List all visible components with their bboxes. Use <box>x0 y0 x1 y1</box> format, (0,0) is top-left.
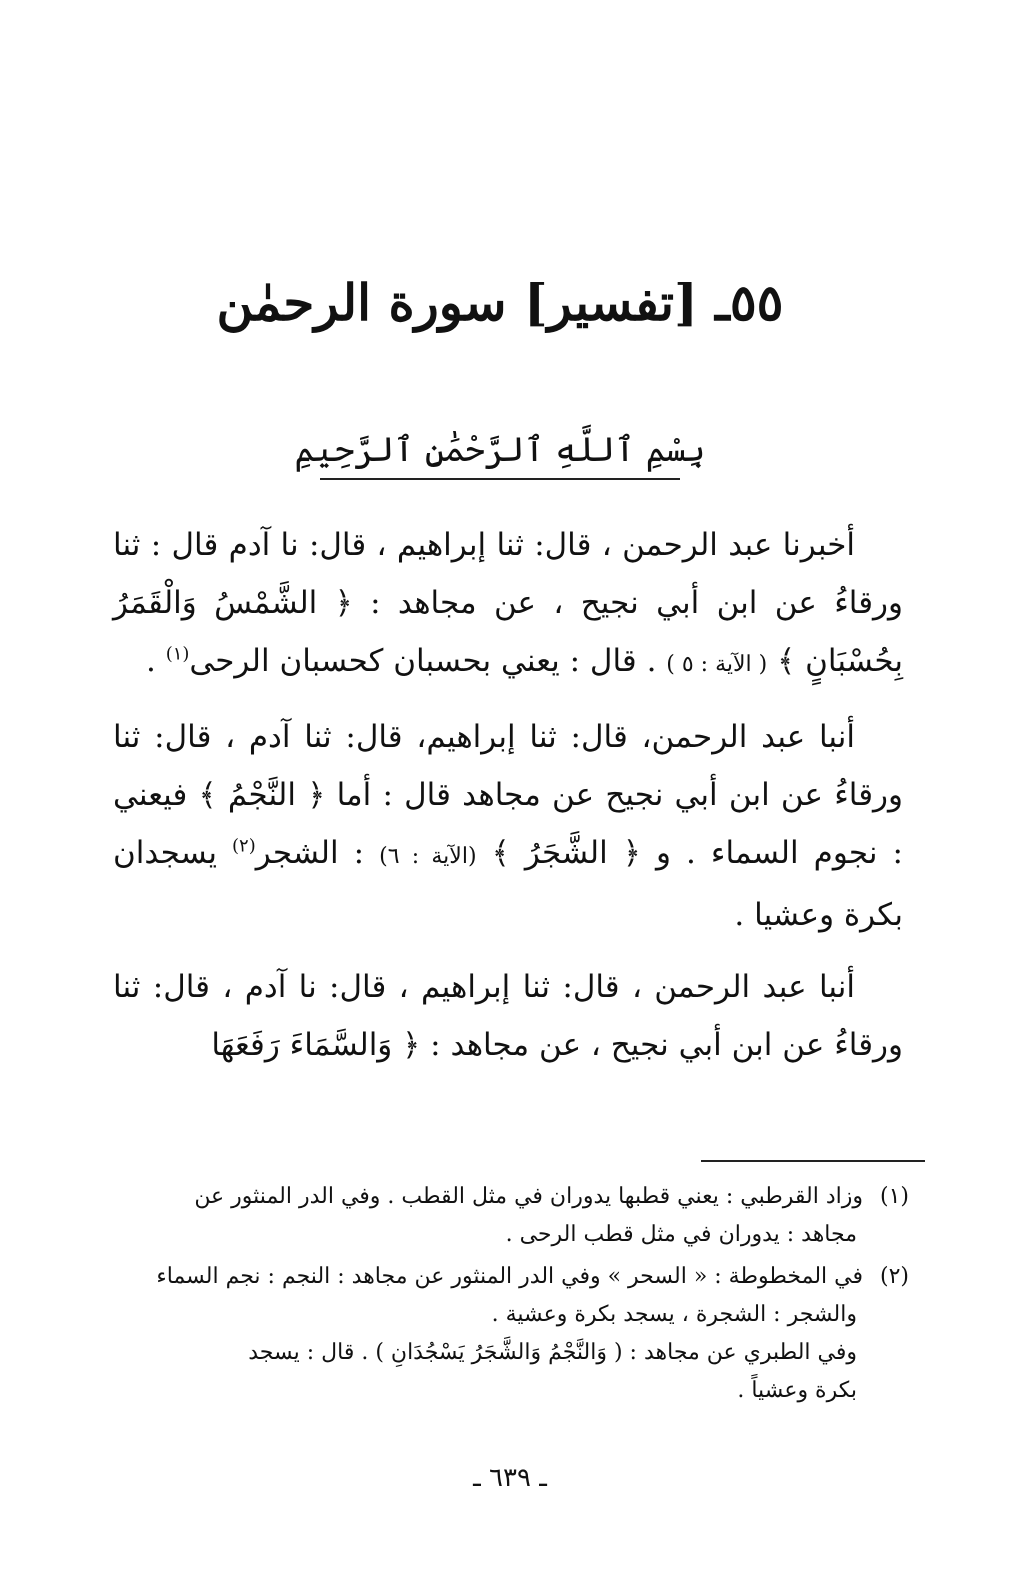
paragraph-text: أنبا عبد الرحمن ، قال: ثنا إبراهيم ، قال: نا آدم ، قال: ثنا ورقاءُ عن ابن أبي نجيح ، عن مجاهد : ﴿ وَالسَّمَاءَ رَفَعَهَا <box>113 969 903 1063</box>
basmala-flourish <box>320 478 680 480</box>
footnote-marker[interactable]: (١) <box>165 643 190 665</box>
chapter-title: ٥٥ـ [تفسير] سورة الرحمٰن <box>216 273 784 332</box>
paragraph-1 <box>113 516 903 694</box>
paragraph-3 <box>113 958 903 1074</box>
footnote-number: (١) <box>879 1184 909 1209</box>
footnote-line: مجاهد : يدوران في مثل قطب الرحى . <box>505 1222 857 1247</box>
footnote-marker[interactable]: (٢) <box>232 835 256 857</box>
paragraph-text-continued: . قال : يعني بحسبان كحسبان الرحى <box>189 643 657 679</box>
footnote-line: في المخطوطة : « السحر » وفي الدر المنثور عن مجاهد : النجم : نجم السماء <box>156 1264 863 1289</box>
verse-reference: (الآية : ٦) <box>379 844 477 869</box>
footnotes <box>109 1178 909 1414</box>
verse-reference: ( الآية : ٥ ) <box>666 652 768 677</box>
paragraph-text: أخبرنا عبد الرحمن ، قال: ثنا إبراهيم ، قال: نا آدم قال : ثنا ورقاءُ عن ابن أبي نجيح ، عن مجاهد : ﴿ الشَّمْسُ وَالْقَمَرُ بِحُسْبَانٍ ﴾ <box>113 527 903 679</box>
footnote-line: وفي الطبري عن مجاهد : ( وَالنَّجْمُ وَالشَّجَرُ يَسْجُدَانِ ) . قال : يسجد <box>248 1340 857 1365</box>
page-number: ـ ٦٣٩ ـ <box>473 1463 547 1493</box>
footnote-2 <box>109 1258 909 1410</box>
footnote-divider <box>701 1160 925 1162</box>
basmala: بِسْمِ ٱللَّهِ ٱلرَّحْمَٰنِ ٱلرَّحِيمِ <box>294 430 706 470</box>
paragraph-end: يسجدان بكرة وعشيا . <box>113 835 903 933</box>
footnote-line: بكرة وعشياً . <box>737 1378 857 1403</box>
paragraph-2 <box>113 708 903 944</box>
footnote-line: والشجر : الشجرة ، يسجد بكرة وعشية . <box>491 1302 857 1327</box>
footnote-1 <box>109 1178 909 1254</box>
paragraph-text-continued: : الشجر <box>255 835 365 871</box>
footnote-line: وزاد القرطبي : يعني قطبها يدوران في مثل القطب . وفي الدر المنثور عن <box>194 1184 863 1209</box>
paragraph-end: . <box>145 643 156 679</box>
body-text <box>113 516 903 1088</box>
footnote-number: (٢) <box>879 1264 909 1289</box>
paragraph-text: أنبا عبد الرحمن، قال: ثنا إبراهيم، قال: ثنا آدم ، قال: ثنا ورقاءُ عن ابن أبي نجيح عن مجاهد قال : أما ﴿ النَّجْمُ ﴾ فيعني : نجوم السماء . و ﴿ الشَّجَرُ ﴾ <box>113 719 903 871</box>
